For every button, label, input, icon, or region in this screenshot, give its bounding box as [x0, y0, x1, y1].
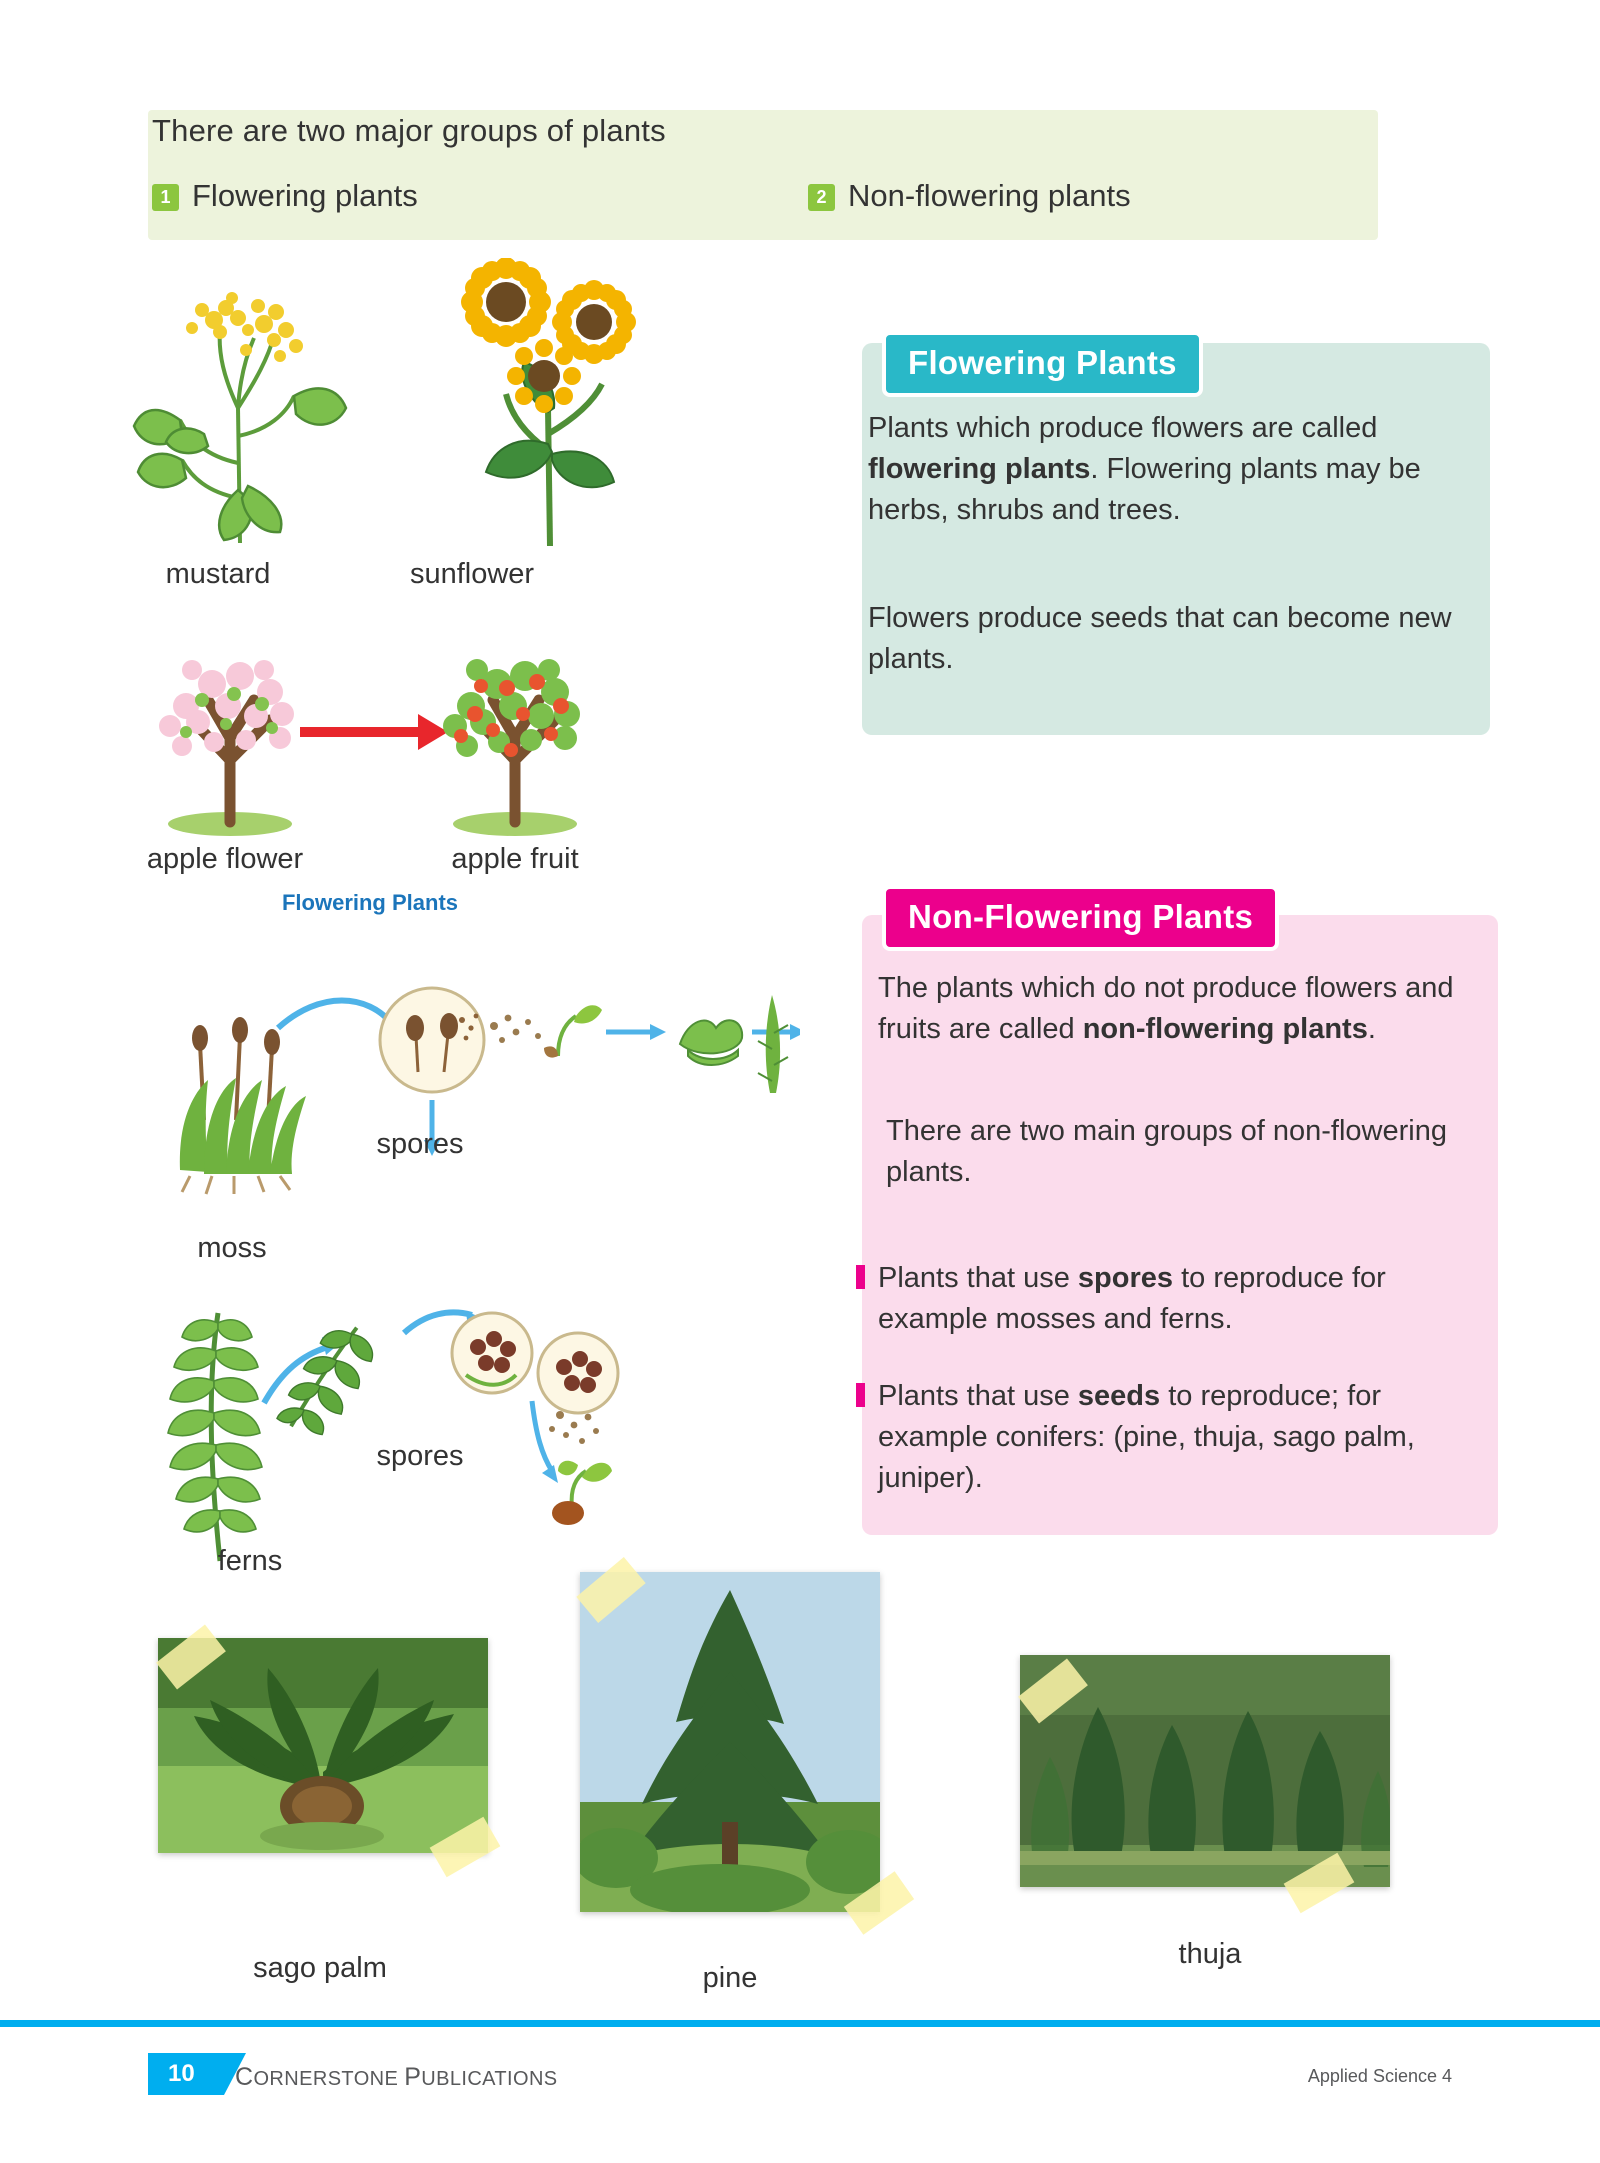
publisher-rest: ORNERSTONE: [253, 2068, 405, 2090]
sunflower-illustration: [432, 258, 662, 548]
flowering-p1-c: . Flowering plants may be herbs, shrubs and trees.: [868, 453, 1421, 527]
nonflowering-p1-a: The plants which do not produce flowers and fruits are called: [878, 972, 1454, 1046]
non-flowering-paragraph-2: There are two main groups of non-flowering plants.: [886, 1115, 1447, 1189]
publisher-rest-2: UBLICATIONS: [421, 2068, 558, 2090]
banner-item-nonflowering: [808, 178, 1131, 214]
bullet1-a: Plants that use: [878, 1262, 1078, 1294]
moss-life-cycle-diagram: [160, 980, 800, 1250]
bullet1-c: to reproduce for example mosses and ferns.: [878, 1262, 1386, 1336]
footer-page-number: 10: [168, 2060, 195, 2087]
caption-spores-moss: spores: [376, 1128, 464, 1160]
apple-flower-tree-illustration: [130, 610, 330, 840]
bullet2-a: Plants that use: [878, 1380, 1078, 1412]
photo-sago-palm: [158, 1638, 488, 1853]
banner-label-1: Flowering plants: [192, 178, 418, 213]
non-flowering-bullet-1: [878, 1258, 1496, 1340]
moss-sprig-illustration: [742, 985, 802, 1095]
caption-flowering-plants-group: Flowering Plants: [281, 890, 459, 915]
apple-fruit-tree-illustration: [415, 610, 615, 840]
publisher-cap-p: P: [404, 2063, 422, 2091]
caption-sago-palm: sago palm: [253, 1952, 387, 1984]
bullet2-c: to reproduce; for example conifers: (pine, thuja, sago palm, juniper).: [878, 1380, 1415, 1495]
non-flowering-paragraph-1: [878, 968, 1486, 1050]
publisher-cap-c: C: [235, 2063, 254, 2091]
process-arrow-icon: [300, 727, 420, 737]
banner-label-2: Non-flowering plants: [848, 178, 1131, 213]
flowering-plants-paragraph-2: Flowers produce seeds that can become new plants.: [868, 602, 1452, 676]
bullet2-bold: seeds: [1077, 1380, 1161, 1412]
caption-ferns: ferns: [217, 1545, 283, 1577]
footer-rule: [0, 2020, 1600, 2027]
non-flowering-plants-tab: Non-Flowering Plants: [882, 885, 1279, 951]
footer-book-title: Applied Science 4: [1307, 2066, 1452, 2086]
banner-item-flowering: [152, 178, 418, 214]
caption-mustard: mustard: [165, 558, 271, 590]
banner-number-1: 1: [152, 184, 179, 211]
caption-pine: pine: [702, 1962, 758, 1994]
flowering-plants-paragraph-1: [868, 408, 1468, 532]
banner-number-2: 2: [808, 184, 835, 211]
fern-life-cycle-diagram: [160, 1275, 620, 1565]
bullet-marker-icon-2: [856, 1383, 865, 1407]
bullet-marker-icon: [856, 1265, 865, 1289]
banner-title: There are two major groups of plants: [152, 113, 666, 148]
photo-pine: [580, 1572, 880, 1912]
caption-apple-fruit: apple fruit: [451, 843, 579, 875]
footer-publisher: [235, 2063, 558, 2092]
mustard-illustration: [128, 258, 358, 548]
caption-thuja: thuja: [1178, 1938, 1242, 1970]
nonflowering-p1-c: .: [1367, 1013, 1376, 1046]
caption-apple-flower: apple flower: [146, 843, 304, 875]
caption-spores-ferns: spores: [376, 1440, 464, 1472]
flowering-p1-a: Plants which produce flowers are called: [868, 412, 1378, 444]
caption-sunflower: sunflower: [409, 558, 535, 590]
flowering-p1-bold: flowering plants: [868, 453, 1091, 486]
caption-moss: moss: [197, 1232, 267, 1264]
nonflowering-p1-bold: non-flowering plants: [1082, 1013, 1368, 1046]
non-flowering-bullet-2: [878, 1376, 1496, 1500]
flowering-plants-tab: Flowering Plants: [882, 331, 1203, 397]
bullet1-bold: spores: [1077, 1262, 1174, 1294]
